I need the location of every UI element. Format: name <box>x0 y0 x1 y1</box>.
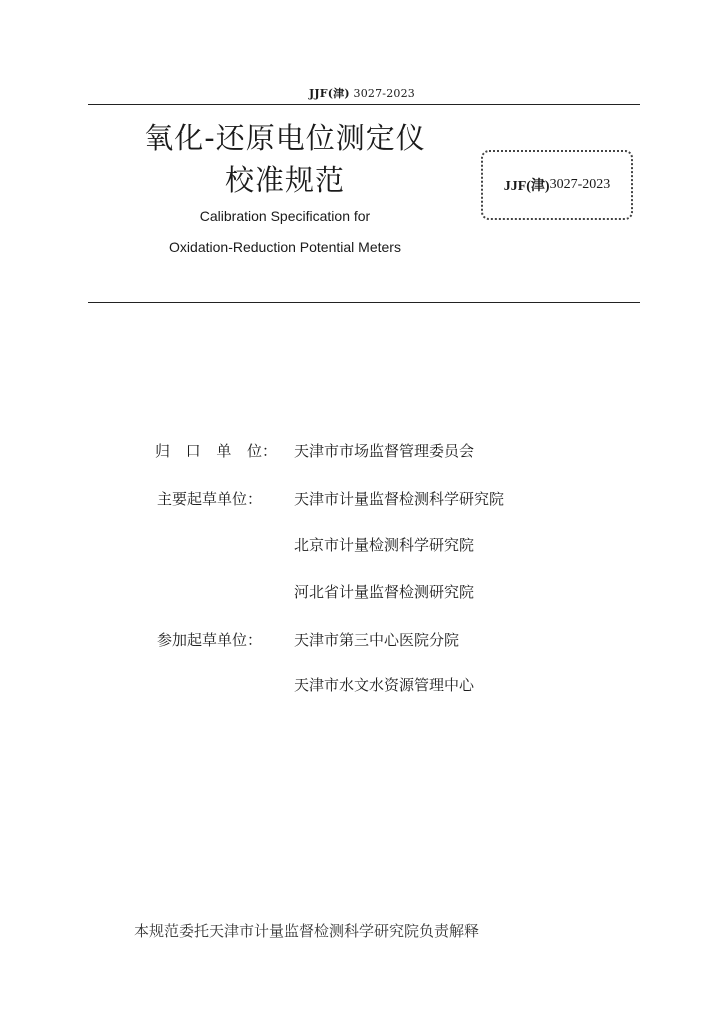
participating-label: 参加起草单位： <box>157 631 263 649</box>
header-code-prefix: JJF(津) <box>308 87 350 100</box>
title-en-line1: Calibration Specification for <box>199 208 371 224</box>
code-box-prefix: JJF(津) <box>503 179 550 194</box>
code-box-number: 3027-2023 <box>549 177 611 192</box>
main-drafter-1: 天津市计量监督检测科学研究院 <box>294 490 505 508</box>
participating-drafter-2: 天津市水文水资源管理中心 <box>294 676 475 694</box>
participating-drafter-1: 天津市第三中心医院分院 <box>294 631 460 649</box>
interpretation-note: 本规范委托天津市计量监督检测科学研究院负责解释 <box>134 922 480 940</box>
main-drafter-2: 北京市计量检测科学研究院 <box>294 536 475 554</box>
main-drafters-label: 主要起草单位： <box>157 490 263 508</box>
standard-code-box <box>481 150 633 220</box>
title-zh-line1: 氧化-还原电位测定仪 <box>144 121 426 155</box>
main-drafter-3: 河北省计量监督检测研究院 <box>294 583 475 601</box>
title-en-line2: Oxidation-Reduction Potential Meters <box>169 239 401 255</box>
header-code-number: 3027-2023 <box>353 87 416 100</box>
authority-value: 天津市市场监督管理委员会 <box>294 442 475 460</box>
header-standard-code <box>0 85 724 101</box>
authority-label: 归 口 单 位： <box>155 442 277 460</box>
title-zh-line2: 校准规范 <box>224 163 345 197</box>
top-rule <box>88 104 640 105</box>
bottom-rule <box>88 302 640 303</box>
